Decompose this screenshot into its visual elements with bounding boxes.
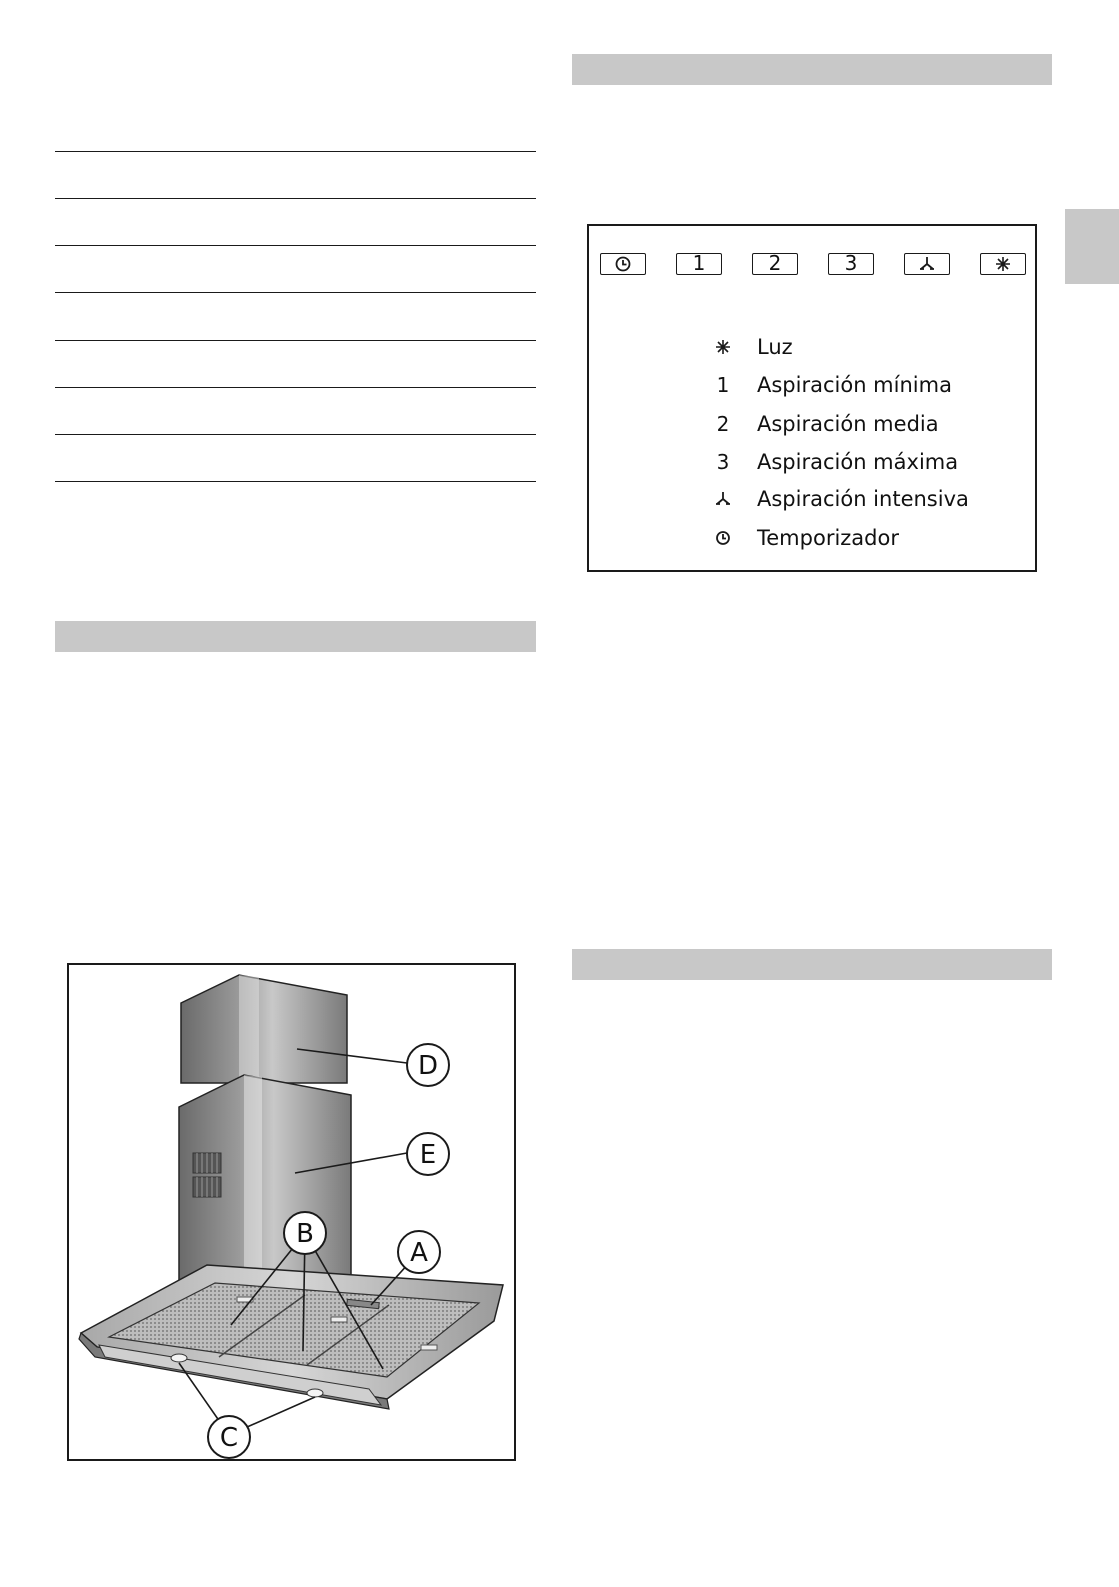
legend-text: Aspiración media bbox=[757, 412, 939, 436]
legend-text: Temporizador bbox=[757, 526, 899, 550]
legend-text: Aspiración intensiva bbox=[757, 487, 969, 511]
legend-symbol: 1 bbox=[716, 373, 730, 397]
table-rule bbox=[55, 481, 536, 482]
hood-illustration bbox=[67, 963, 516, 1461]
key-label: 2 bbox=[768, 251, 782, 275]
legend-text: Luz bbox=[757, 335, 793, 359]
callout-d: D bbox=[417, 1051, 439, 1081]
legend-symbol: 2 bbox=[716, 412, 730, 436]
timer-key bbox=[600, 253, 646, 275]
section-header-bar bbox=[572, 949, 1052, 980]
intensive-key bbox=[904, 253, 950, 275]
table-rule bbox=[55, 292, 536, 293]
legend-text: Aspiración máxima bbox=[757, 450, 959, 474]
table-rule bbox=[55, 151, 536, 152]
table-rule bbox=[55, 340, 536, 341]
table-rule bbox=[55, 245, 536, 246]
callout-b: B bbox=[296, 1219, 314, 1249]
callout-c: C bbox=[219, 1423, 239, 1453]
table-rule bbox=[55, 434, 536, 435]
fan-icon bbox=[709, 484, 737, 514]
callout-a: A bbox=[410, 1238, 428, 1268]
clock-icon bbox=[614, 255, 632, 273]
table-rule bbox=[55, 198, 536, 199]
hood-drawing bbox=[69, 965, 514, 1459]
speed-3-key bbox=[828, 253, 874, 275]
light-icon bbox=[709, 332, 737, 362]
section-header-bar bbox=[572, 54, 1052, 85]
section-header-bar bbox=[55, 621, 536, 652]
table-rule bbox=[55, 387, 536, 388]
legend-text: Aspiración mínima bbox=[757, 373, 952, 397]
speed-1-key bbox=[676, 253, 722, 275]
control-panel-diagram bbox=[587, 224, 1037, 572]
key-label: 1 bbox=[692, 251, 706, 275]
clock-icon bbox=[709, 523, 737, 553]
legend-symbol: 3 bbox=[716, 450, 730, 474]
light-key bbox=[980, 253, 1026, 275]
callout-e: E bbox=[419, 1140, 437, 1170]
light-icon bbox=[994, 255, 1012, 273]
fan-icon bbox=[918, 255, 936, 273]
language-tab bbox=[1065, 209, 1119, 284]
key-label: 3 bbox=[844, 251, 858, 275]
speed-2-key bbox=[752, 253, 798, 275]
